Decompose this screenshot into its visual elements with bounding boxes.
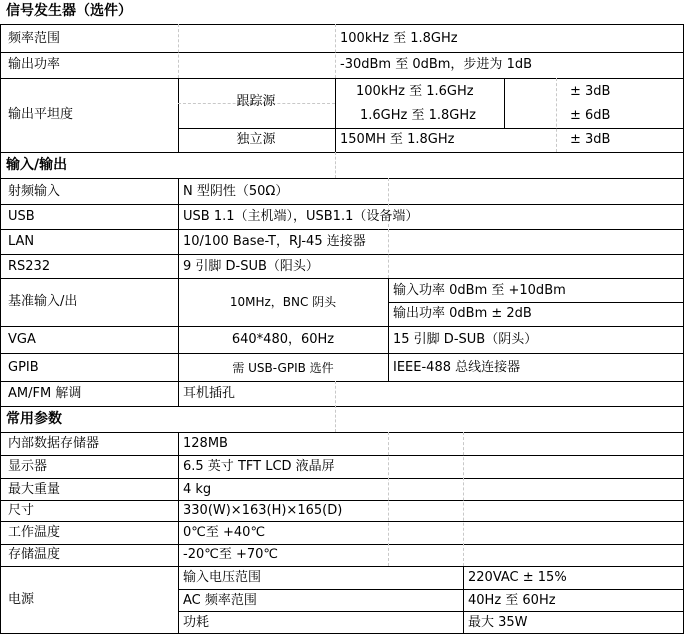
col-border bbox=[178, 178, 179, 407]
rf-input-label: 射频输入 bbox=[8, 184, 61, 199]
vga-label: VGA bbox=[8, 332, 36, 347]
power-row-value: 40Hz 至 60Hz bbox=[468, 593, 556, 608]
row-border bbox=[388, 302, 684, 303]
row-border bbox=[0, 326, 684, 327]
row-border bbox=[178, 128, 684, 129]
guide-line bbox=[556, 78, 557, 152]
op-temp-value: 0℃至 +40℃ bbox=[183, 525, 266, 540]
output-power-value: -30dBm 至 0dBm，步进为 1dB bbox=[340, 57, 533, 72]
ref-io-value: 10MHz，BNC 阴头 bbox=[229, 295, 337, 309]
ref-io-label: 基准输入/出 bbox=[8, 294, 78, 309]
tracking-range-1: 100kHz 至 1.6GHz bbox=[356, 84, 474, 99]
lan-value: 10/100 Base-T，RJ-45 连接器 bbox=[183, 234, 366, 249]
amfm-label: AM/FM 解调 bbox=[8, 386, 82, 401]
row-border bbox=[0, 500, 684, 501]
weight-value: 4 kg bbox=[183, 482, 212, 497]
row-border bbox=[0, 254, 684, 255]
lan-label: LAN bbox=[8, 234, 35, 249]
memory-label: 内部数据存储器 bbox=[8, 436, 100, 451]
size-label: 尺寸 bbox=[8, 503, 35, 518]
guide-line bbox=[178, 24, 179, 78]
gpib-bus: IEEE-488 总线连接器 bbox=[393, 360, 521, 375]
guide-line bbox=[335, 381, 336, 432]
row-border bbox=[0, 566, 684, 567]
vga-value: 640*480，60Hz bbox=[231, 332, 335, 347]
display-label: 显示器 bbox=[8, 459, 48, 474]
guide-line bbox=[463, 432, 464, 566]
col-border bbox=[178, 78, 179, 152]
row-border bbox=[0, 455, 684, 456]
guide-line bbox=[388, 178, 389, 278]
row-border bbox=[0, 178, 684, 179]
rs232-value: 9 引脚 D-SUB（阳头） bbox=[183, 259, 319, 274]
memory-value: 128MB bbox=[183, 436, 228, 451]
independent-range: 150MH 至 1.8GHz bbox=[340, 132, 455, 147]
flatness-label: 输出平坦度 bbox=[8, 107, 74, 122]
row-border bbox=[0, 229, 684, 230]
row-border bbox=[0, 544, 684, 545]
rs232-label: RS232 bbox=[8, 259, 51, 274]
power-row-name: AC 频率范围 bbox=[183, 593, 257, 608]
amfm-value: 耳机插孔 bbox=[183, 386, 236, 401]
col-border bbox=[178, 432, 179, 633]
power-row-value: 最大 35W bbox=[468, 615, 528, 630]
guide-line bbox=[335, 24, 336, 78]
guide-line bbox=[388, 432, 389, 566]
power-row-name: 功耗 bbox=[183, 615, 210, 630]
section-title: 输入/输出 bbox=[6, 157, 68, 173]
power-row-name: 输入电压范围 bbox=[183, 570, 262, 585]
output-power-label: 输出功率 bbox=[8, 57, 61, 72]
op-temp-label: 工作温度 bbox=[8, 525, 61, 540]
row-border bbox=[0, 78, 684, 79]
ref-input-power: 输入功率 0dBm 至 +10dBm bbox=[393, 283, 566, 298]
section-title: 信号发生器（选件） bbox=[6, 3, 132, 19]
row-border bbox=[0, 52, 684, 53]
usb-label: USB bbox=[8, 209, 35, 224]
col-border bbox=[504, 78, 505, 128]
tracking-range-2: 1.6GHz 至 1.8GHz bbox=[360, 108, 476, 123]
ref-output-power: 输出功率 0dBm ± 2dB bbox=[393, 306, 532, 321]
guide-line bbox=[335, 152, 336, 178]
display-value: 6.5 英寸 TFT LCD 液晶屏 bbox=[183, 459, 335, 474]
vga-connector: 15 引脚 D-SUB（阴头） bbox=[393, 332, 538, 347]
usb-value: USB 1.1（主机端），USB1.1（设备端） bbox=[183, 209, 419, 224]
gpib-label: GPIB bbox=[8, 360, 39, 375]
freq-range-label: 频率范围 bbox=[8, 31, 61, 46]
col-border bbox=[0, 24, 1, 634]
tracking-value-1: ± 3dB bbox=[570, 84, 611, 99]
row-border bbox=[0, 278, 684, 279]
independent-source-label: 独立源 bbox=[236, 132, 276, 147]
tracking-source-label: 跟踪源 bbox=[236, 94, 276, 109]
size-value: 330(W)×163(H)×165(D) bbox=[183, 503, 343, 518]
row-border bbox=[0, 478, 684, 479]
row-border bbox=[178, 611, 684, 612]
row-border bbox=[0, 24, 684, 25]
weight-label: 最大重量 bbox=[8, 482, 61, 497]
storage-temp-value: -20℃至 +70℃ bbox=[183, 547, 278, 562]
row-border bbox=[0, 152, 684, 153]
row-border bbox=[0, 521, 684, 522]
row-border bbox=[0, 406, 684, 407]
storage-temp-label: 存储温度 bbox=[8, 547, 61, 562]
col-border bbox=[463, 566, 464, 633]
col-border bbox=[335, 78, 336, 152]
row-border bbox=[178, 589, 684, 590]
rf-input-value: N 型阴性（50Ω） bbox=[183, 184, 289, 199]
row-border bbox=[0, 381, 684, 382]
power-row-value: 220VAC ± 15% bbox=[468, 570, 567, 585]
tracking-value-2: ± 6dB bbox=[570, 108, 611, 123]
row-border bbox=[0, 353, 684, 354]
power-label: 电源 bbox=[8, 592, 35, 607]
independent-value: ± 3dB bbox=[570, 132, 611, 147]
freq-range-value: 100kHz 至 1.8GHz bbox=[340, 31, 458, 46]
row-border bbox=[0, 432, 684, 433]
row-border bbox=[0, 204, 684, 205]
col-border bbox=[388, 278, 389, 381]
gpib-value: 需 USB-GPIB 选件 bbox=[232, 361, 334, 375]
section-title: 常用参数 bbox=[6, 411, 62, 427]
